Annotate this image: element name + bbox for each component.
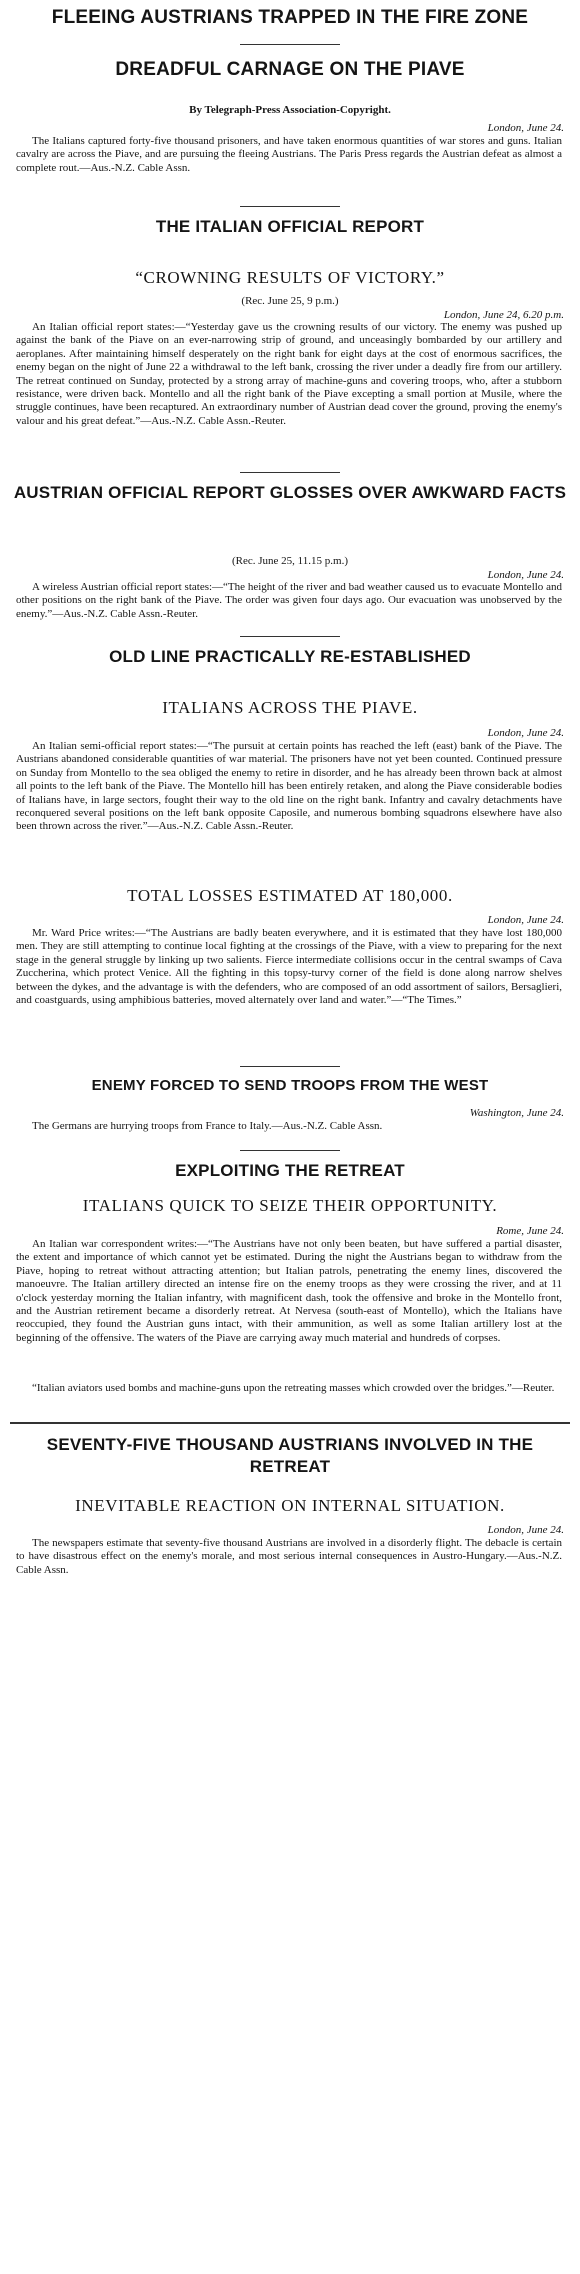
divider (10, 1422, 570, 1424)
section-dateline: London, June 24. (487, 569, 564, 581)
divider (240, 472, 340, 473)
main-headline: FLEEING AUSTRIANS TRAPPED IN THE FIRE ZONE (51, 7, 529, 28)
section-paragraph: An Italian semi-official report states:—“The pursuit at certain points has reached the left (east) bank of the Piave. The Austrians abandoned considerable quantities of war material. The prisoners have not yet been counted. Continued pressure on Sunday from Montello to the sea obliged the enemy to retire in disorder, and he has already been thrown back at almost all points to the left bank of the Piave. The Montello hill has been entirely retaken, and along the Piave considerable bodies of Italians have, in large sectors, fought their way to the old line on the right bank. Infantry and cavalry detachments have reconquered several positions on the left bank opposite Caposile, and numerous bombing squadrons elsewhere have also been thrown across the river.”—Aus.-N.Z. Cable Assn.-Reuter. (16, 740, 562, 833)
section-dateline: Washington, June 24. (469, 1107, 564, 1119)
section-paragraph: The Germans are hurrying troops from France to Italy.—Aus.-N.Z. Cable Assn. (32, 1120, 383, 1132)
section-subheading: INEVITABLE REACTION ON INTERNAL SITUATION. (75, 1496, 505, 1515)
divider (240, 44, 340, 45)
section-paragraph: A wireless Austrian official report states:—“The height of the river and bad weather caused us to evacuate Montello and other positions on the right bank of the Piave. The order was given four days ago. Our evacuation was unobserved by the enemy.”—Aus.-N.Z. Cable Assn.-Reuter. (16, 581, 562, 620)
divider (240, 636, 340, 637)
section-subheading: ITALIANS QUICK TO SEIZE THEIR OPPORTUNITY. (82, 1196, 498, 1215)
divider (240, 206, 340, 207)
section-subheading: TOTAL LOSSES ESTIMATED AT 180,000. (127, 886, 453, 905)
section-dateline: Rome, June 24. (496, 1225, 564, 1237)
section-dateline: London, June 24. (487, 727, 564, 739)
section-dateline: London, June 24. (487, 914, 564, 926)
section-heading: SEVENTY-FIVE THOUSAND AUSTRIANS INVOLVED IN THE RETREAT (46, 1435, 534, 1477)
section-subheading: ITALIANS ACROSS THE PIAVE. (162, 698, 418, 717)
press-credit: By Telegraph-Press Association-Copyright. (189, 104, 391, 116)
lead-paragraph: The Italians captured forty-five thousand prisoners, and have taken enormous quantities of war stores and guns. Italian cavalry are across the Piave, and are pursuing the fleeing Austrians. The Paris Press regards the Austrian defeat as almost a complete rout.—Aus.-N.Z. Cable Assn. (16, 135, 562, 174)
section-paragraph-continued: “Italian aviators used bombs and machine-guns upon the retreating masses which crowded over the bridges.”—Reuter. (32, 1382, 555, 1394)
section-subheading: “CROWNING RESULTS OF VICTORY.” (135, 268, 445, 287)
section-heading: AUSTRIAN OFFICIAL REPORT GLOSSES OVER AWKWARD FACTS (13, 483, 567, 502)
section-paragraph: An Italian official report states:—“Yesterday gave us the crowning results of our victory. The enemy was pushed up against the bank of the Piave on an ever-narrowing strip of ground, and unceasingly bombarded by our artillery and aeroplanes. After maintaining himself desperately on the right bank for eight days at the cost of enormous sacrifices, the enemy began on the night of June 22 a withdrawal to the left bank, crossing the river under a deadly fire from our artillery. The retreat continued on Sunday, protected by a strong array of machine-guns and covering troops, who, after a stubborn resistance, were driven back. Montello and all the right bank of the Piave excepting a small portion at Musile, where the struggle continues, have been recaptured. An extraordinary number of Austrian dead cover the ground, proving the enemy's valour and his great defeat.”—Aus.-N.Z. Cable Assn.-Reuter. (16, 321, 562, 427)
section-heading: ENEMY FORCED TO SEND TROOPS FROM THE WEST (91, 1077, 489, 1094)
received-time: (Rec. June 25, 9 p.m.) (241, 295, 339, 307)
section-paragraph: The newspapers estimate that seventy-five thousand Austrians are involved in a disorderly flight. The debacle is certain to have disastrous effect on the enemy's morale, and most serious internal consequences in Austro-Hungary.—Aus.-N.Z. Cable Assn. (16, 1537, 562, 1576)
divider (240, 1150, 340, 1151)
section-heading: OLD LINE PRACTICALLY RE-ESTABLISHED (109, 647, 471, 666)
section-paragraph: An Italian war correspondent writes:—“The Austrians have not only been beaten, but have suffered a partial disaster, the extent and importance of which cannot yet be estimated. During the night the Austrians began to withdraw from the Piave, hoping to retreat without attracting attention; but Italian patrols, penetrating the enemy lines, discovered the manoeuvre. The Italian artillery directed an intense fire on the enemy troops as they were crossing the river, and at 11 o'clock yesterday morning the Italian infantry, with magnificent dash, took the offensive and broke in the Montello front, and the Austrian retirement became a disorderly retreat. At Nervesa (south-east of Montello), which the Italians have reoccupied, they found the Austrian guns intact, with their ammunition, as well as some Italian artillery lost at the beginning of the offensive. The waters of the Piave are carrying away much material and hundreds of corpses. (16, 1238, 562, 1344)
received-time: (Rec. June 25, 11.15 p.m.) (232, 555, 348, 567)
section-dateline: London, June 24, 6.20 p.m. (443, 309, 564, 321)
section-heading: EXPLOITING THE RETREAT (175, 1161, 405, 1180)
divider (240, 1066, 340, 1067)
sub-headline: DREADFUL CARNAGE ON THE PIAVE (115, 59, 465, 80)
section-dateline: London, June 24. (487, 1524, 564, 1536)
lead-dateline: London, June 24. (487, 122, 564, 134)
section-paragraph: Mr. Ward Price writes:—“The Austrians are badly beaten everywhere, and it is estimated that they have lost 180,000 men. They are still attempting to continue local fighting at the crossings of the Piave, with a view to preparing for the next stage in the general struggle by linking up two salients. Fierce intermediate collisions occur in the central swamps of Cava Zuccherina, which protect Venice. All the fighting in this topsy-turvy corner of the field is done along narrow shelves between the dykes, and the advantage is with the defenders, who are composed of an odd assortment of sailors, Bersaglieri, and coastguards, using amphibious batteries, moved alternately over land and water.”—“The Times.” (16, 927, 562, 1007)
section-heading: THE ITALIAN OFFICIAL REPORT (155, 217, 425, 236)
